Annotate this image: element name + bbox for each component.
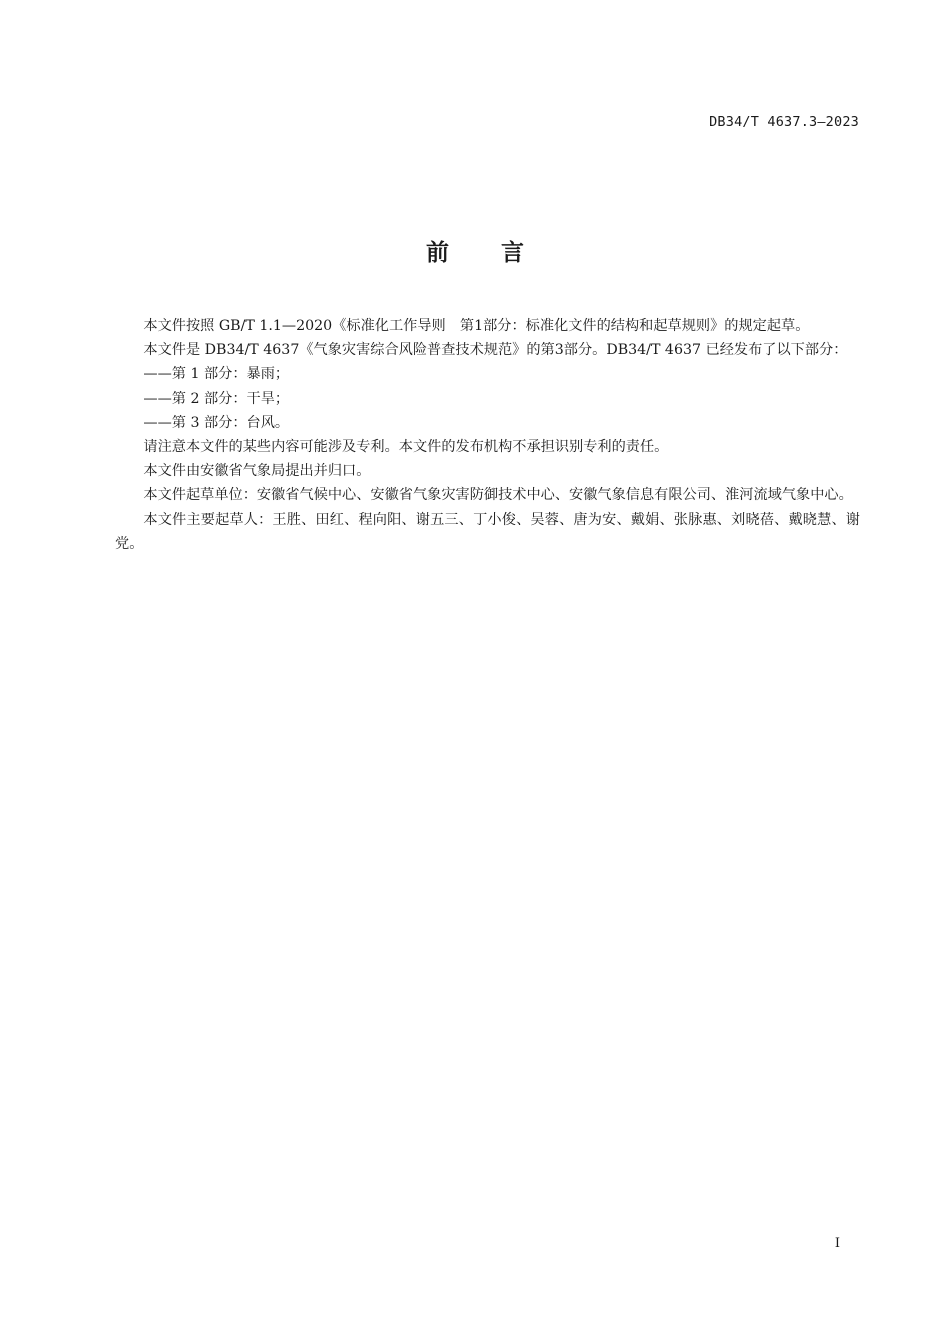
list-item-part-1: ——第 1 部分：暴雨； [143,366,290,383]
page-title: 前言 [426,240,576,266]
paragraph-drafters: 本文件主要起草人：王胜、田红、程向阳、谢五三、丁小俊、吴蓉、唐为安、戴娟、张脉惠、刘晓蓓、戴晓慧、谢党。 [115,511,860,552]
paragraph-proposer: 本文件由安徽省气象局提出并归口。 [143,463,371,480]
paragraph-patent-notice: 请注意本文件的某些内容可能涉及专利。本文件的发布机构不承担识别专利的责任。 [143,439,669,456]
page-number: I [834,1236,840,1251]
list-item-part-2: ——第 2 部分：干旱； [143,390,290,407]
document-code: DB34/T 4637.3—2023 [709,114,859,130]
paragraph-series-info: 本文件是 DB34/T 4637《气象灾害综合风险普查技术规范》的第3部分。DB34/T 4637 已经发布了以下部分： [143,342,848,359]
paragraph-drafting-rules: 本文件按照 GB/T 1.1—2020《标准化工作导则 第1部分：标准化文件的结构和起草规则》的规定起草。 [143,318,810,334]
preface-body [115,314,860,556]
paragraph-drafting-units: 本文件起草单位：安徽省气候中心、安徽省气象灾害防御技术中心、安徽气象信息有限公司、淮河流域气象中心。 [143,487,853,504]
list-item-part-3: ——第 3 部分：台风。 [143,414,290,431]
